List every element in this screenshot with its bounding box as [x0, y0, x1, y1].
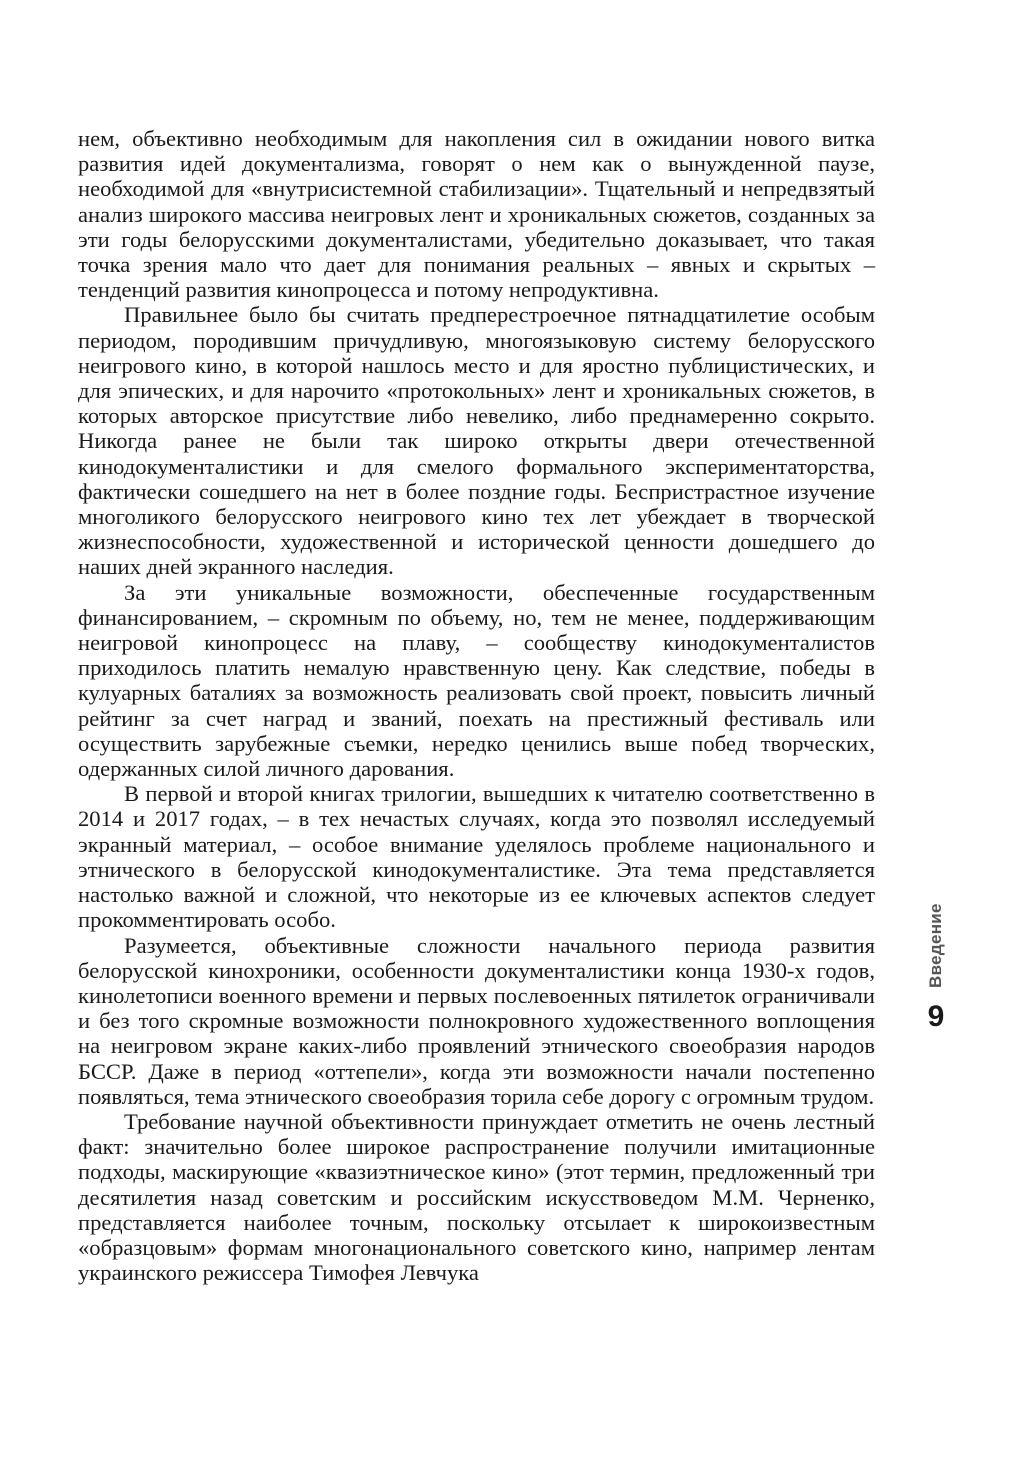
paragraph: Правильнее было бы считать предперестроечное пятнадцатилетие особым периодом, породившим причудливую, многоязыковую систему белорусского неигрового кино, в которой нашлось место и для яростно публицистических, и для эпических, и для нарочито «протокольных» лент и хроникальных сюжетов, в которых авторское присутствие либо невелико, либо преднамеренно сокрыто. Никогда ранее не были так широко открыты двери отечественной кинодокументалистики и для смелого формального экспериментаторства, фактически сошедшего на нет в более поздние годы. Беспристрастное изучение многоликого белорусского неигрового кино тех лет убеждает в творческой жизнеспособности, художественной и исторической ценности дошедшего до наших дней экранного наследия.: [78, 302, 875, 580]
page-number: 9: [927, 1000, 945, 1033]
paragraph: В первой и второй книгах трилогии, вышедших к читателю соответственно в 2014 и 2017 годах, – в тех нечастых случаях, когда это позволял исследуемый экранный материал, – особое внимание уделялось проблеме национального и этнического в белорусской кинодокументалистике. Эта тема представляется настолько важной и сложной, что некоторые из ее ключевых аспектов следует прокомментировать особо.: [78, 781, 875, 933]
side-tab: [918, 880, 954, 1040]
paragraph: Разумеется, объективные сложности начального периода развития белорусской кинохроники, особенности документалистики конца 1930-х годов, кинолетописи военного времени и первых послевоенных пятилеток ограничивали и без того скромные возможности полнокровного художественного воплощения на неигровом экране каких-либо проявлений этнического своеобразия народов БССР. Даже в период «оттепели», когда эти возможности начали постепенно появляться, тема этнического своеобразия торила себе дорогу с огромным трудом.: [78, 932, 875, 1109]
page-body: [78, 126, 875, 1285]
paragraph: За эти уникальные возможности, обеспеченные государственным финансированием, – скромным по объему, но, тем не менее, поддерживающим неигровой кинопроцесс на плаву, – сообществу кинодокументалистов приходилось платить немалую нравственную цену. Как следствие, победы в кулуарных баталиях за возможность реализовать свой проект, повысить личный рейтинг за счет наград и званий, поехать на престижный фестиваль или осуществить зарубежные съемки, нередко ценились выше побед творческих, одержанных силой личного дарования.: [78, 579, 875, 782]
paragraph: нем, объективно необходимым для накопления сил в ожидании нового витка развития идей документализма, говорят о нем как о вынужденной паузе, необходимой для «внутрисистемной стабилизации». Тщательный и непредвзятый анализ широкого массива неигровых лент и хроникальных сюжетов, созданных за эти годы белорусскими документалистами, убедительно доказывает, что такая точка зрения мало что дает для понимания реальных – явных и скрытых – тенденций развития кинопроцесса и потому непродуктивна.: [78, 126, 875, 303]
section-label: Введение: [926, 903, 945, 988]
paragraph: Требование научной объективности принуждает отметить не очень лестный факт: значительно более широкое распространение получили имитационные подходы, маскирующие «квазиэтническое кино» (этот термин, предложенный три десятилетия назад советским и российским искусствоведом М.М. Черненко, представляется наиболее точным, поскольку отсылает к широкоизвестным «образцовым» формам многонационального советского кино, например лентам украинского режиссера Тимофея Левчука: [78, 1108, 875, 1286]
